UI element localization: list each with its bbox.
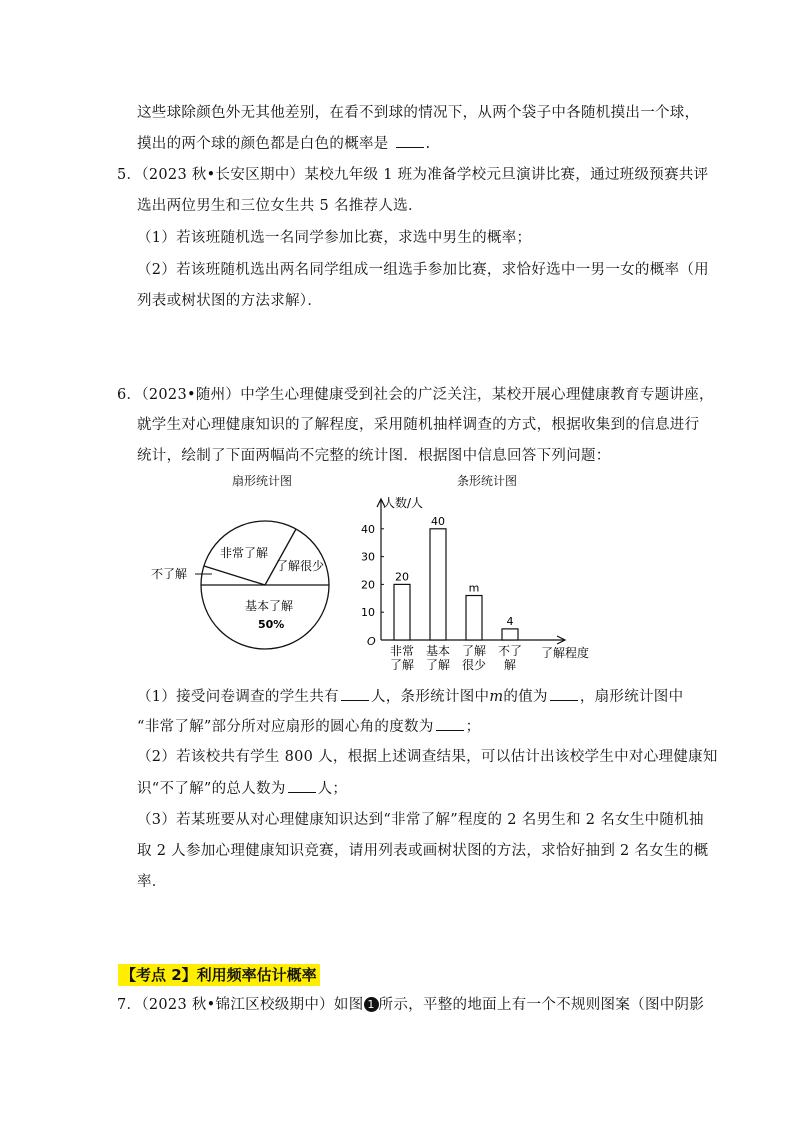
x-tick-label: 不了 — [497, 644, 523, 658]
intro-line-1: 这些球除颜色外无其他差别，在看不到球的情况下，从两个袋子中各随机摸出一个球， — [137, 105, 700, 121]
x-tick-label: 解 — [503, 658, 517, 672]
q6-line-3: 统计，绘制了下面两幅尚不完整的统计图．根据图中信息回答下列问题： — [137, 448, 611, 464]
answer-blank — [341, 686, 369, 701]
q6-line-1: 6．（2023•随州）中学生心理健康受到社会的广泛关注，某校开展心理健康教育专题讲座， — [117, 387, 714, 403]
bar-chart-title: 条形统计图 — [457, 474, 518, 488]
q6-part-2b-text-2: 人； — [317, 781, 348, 797]
section-heading-close: 】利用频率估计概率 — [181, 966, 317, 984]
intro-line-2-text: 摸出的两个球的颜色都是白色的概率是 — [137, 136, 389, 152]
y-tick-label: 10 — [361, 606, 375, 620]
q6-part-3b: 取 2 人参加心理健康知识竞赛，请用列表或画树状图的方法，求恰好抽到 2 名女生的概 — [137, 843, 709, 859]
y-tick-label: 20 — [361, 578, 375, 592]
answer-blank — [436, 716, 464, 731]
answer-blank — [550, 686, 578, 701]
y-axis-label: 人数/人 — [383, 496, 424, 510]
x-axis-label: 了解程度 — [541, 646, 590, 660]
q5-part-2a: （2）若该班随机选出两名同学组成一组选手参加比赛，求恰好选中一男一女的概率（用 — [137, 262, 709, 278]
q6-variable-m: m — [489, 689, 504, 705]
q6-line-2: 就学生对心理健康知识的了解程度，采用随机抽样调查的方式，根据收集到的信息进行 — [137, 417, 700, 433]
q6-part-3c: 率． — [137, 874, 167, 890]
q7-line-1 — [117, 995, 704, 1015]
x-tick-label: 了解 — [461, 644, 487, 658]
circled-number-icon: 1 — [364, 997, 379, 1012]
bar — [394, 584, 410, 640]
q6-part-1a — [137, 686, 683, 707]
y-tick-label: 40 — [361, 522, 375, 536]
q6-part-1a-text-1: （1）接受问卷调查的学生共有 — [137, 689, 339, 705]
x-tick-label: 非常 — [389, 644, 415, 658]
q6-part-2b-text-1: 识“不了解”的总人数为 — [137, 781, 286, 797]
pie-chart — [140, 490, 350, 660]
q6-part-2a: （2）若该校共有学生 800 人，根据上述调查结果，可以估计出该校学生中对心理健康知 — [137, 749, 718, 765]
q6-part-1b-text-1: “非常了解”部分所对应扇形的圆心角的度数为 — [137, 719, 434, 735]
y-tick-label: 30 — [361, 550, 375, 564]
x-tick-label: 基本 — [425, 644, 451, 658]
section-heading — [118, 964, 320, 986]
answer-blank — [396, 133, 424, 148]
x-tick-label: 了解 — [425, 658, 451, 672]
bar-data-label: 4 — [506, 614, 514, 628]
bar-data-label: 40 — [431, 514, 445, 528]
q6-part-3a: （3）若某班要从对心理健康知识达到“非常了解”程度的 2 名男生和 2 名女生中随机抽 — [137, 812, 704, 828]
section-heading-num: 2 — [171, 966, 182, 984]
answer-blank — [288, 778, 316, 793]
pie-label-very: 非常了解 — [220, 546, 269, 560]
q5-part-2b: 列表或树状图的方法求解）． — [137, 293, 323, 309]
pie-label-basic: 基本了解 — [245, 599, 294, 613]
q5-line-2: 选出两位男生和三位女生共 5 名推荐人选． — [137, 198, 423, 214]
q6-part-2b — [137, 778, 347, 799]
q6-part-1b-text-2: ； — [465, 719, 481, 735]
x-tick-label: 了解 — [389, 658, 415, 672]
intro-line-2-end: . — [425, 136, 431, 152]
bar-data-label: 20 — [395, 570, 409, 584]
bar-chart — [355, 487, 605, 677]
bar — [430, 529, 446, 640]
pie-chart-title: 扇形统计图 — [232, 474, 293, 488]
intro-line-2 — [137, 133, 430, 154]
pie-label-little: 了解很少 — [276, 559, 325, 573]
bar — [502, 629, 518, 640]
q6-part-1a-text-2: 人，条形统计图中 — [370, 689, 490, 705]
x-tick-label: 很少 — [461, 658, 487, 672]
pie-label-none: 不了解 — [151, 567, 188, 581]
bar-data-label: m — [468, 581, 480, 595]
q7-line-1-text-b: 所示，平整的地面上有一个不规则图案（图中阴影 — [378, 997, 705, 1013]
q6-part-1a-text-4: ，扇形统计图中 — [579, 689, 684, 705]
q6-part-1a-text-3: 的值为 — [503, 689, 548, 705]
q5-part-1: （1）若该班随机选一名同学参加比赛，求选中男生的概率； — [137, 230, 532, 246]
pie-label-basic-pct: 50% — [258, 618, 285, 631]
bar — [466, 596, 482, 640]
origin-label: O — [367, 635, 376, 648]
section-heading-open: 【考点 — [121, 966, 172, 984]
q6-part-1b — [137, 716, 480, 737]
q5-line-1: 5．（2023 秋•长安区期中）某校九年级 1 班为准备学校元旦演讲比赛，通过班级预赛共评 — [117, 167, 709, 183]
q7-line-1-text-a: 7．（2023 秋•锦江区校级期中）如图 — [117, 997, 364, 1013]
